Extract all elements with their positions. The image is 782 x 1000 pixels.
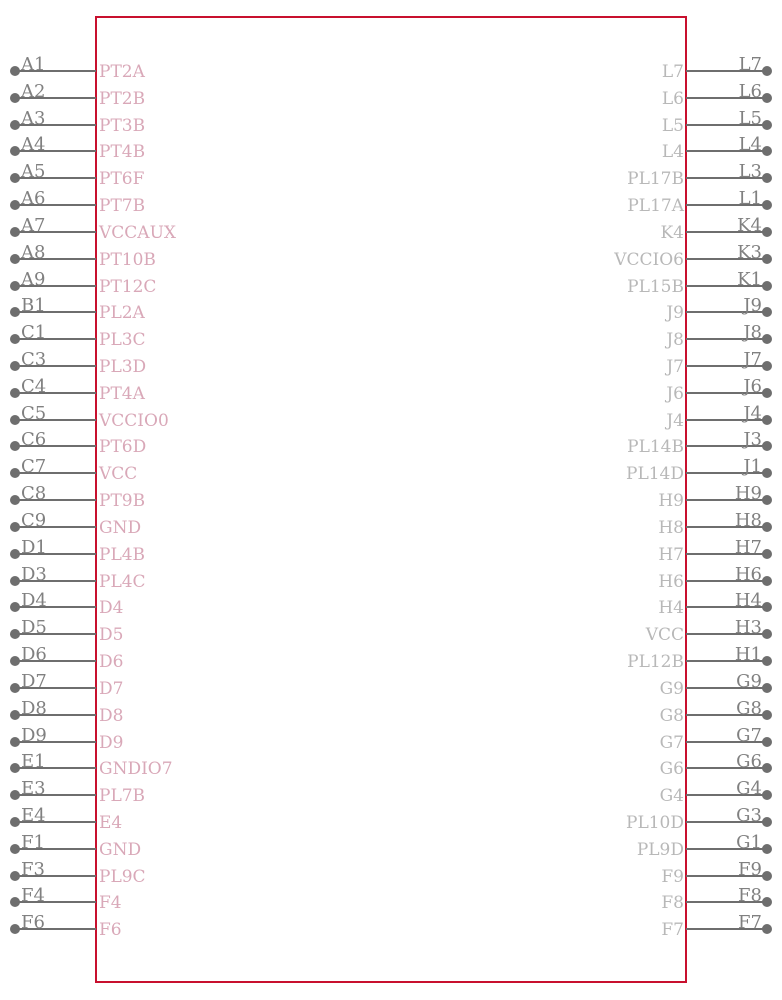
pin-name: J8 [666, 330, 684, 350]
pin-name: PL14D [626, 464, 684, 484]
pin-number: G9 [736, 671, 762, 692]
pin-D6 [10, 644, 123, 672]
left-pin-group [10, 54, 177, 940]
pin-E3 [10, 778, 145, 806]
pin-A5 [10, 161, 145, 189]
pin-number: D7 [21, 671, 47, 692]
pin-number: H9 [734, 483, 762, 504]
pin-L3 [627, 161, 772, 189]
pin-C1 [10, 322, 146, 350]
pin-number: K4 [737, 215, 762, 236]
pin-name: VCC [99, 464, 138, 484]
pin-number: G1 [736, 832, 762, 853]
component-body [96, 17, 686, 982]
pin-number: G3 [736, 805, 762, 826]
pin-number: D3 [21, 564, 47, 585]
pin-D9 [10, 725, 123, 753]
pin-name: PL17B [627, 169, 684, 189]
pin-name: H8 [658, 518, 684, 538]
pin-name: VCCIO0 [99, 411, 169, 431]
pin-name: G8 [659, 706, 684, 726]
pin-terminal-dot [762, 146, 772, 156]
pin-number: D8 [21, 698, 47, 719]
pin-B1 [10, 295, 146, 323]
pin-terminal-dot [762, 307, 772, 317]
pin-terminal-dot [762, 790, 772, 800]
pin-number: D6 [21, 644, 47, 665]
pin-terminal-dot [10, 93, 20, 103]
pin-terminal-dot [762, 522, 772, 532]
pin-name: H9 [658, 491, 684, 511]
pin-number: G7 [736, 725, 762, 746]
pin-number: D9 [21, 725, 47, 746]
pin-G7 [660, 725, 772, 753]
pin-D8 [10, 698, 123, 726]
pin-name: F4 [99, 893, 122, 913]
pin-K3 [613, 242, 772, 270]
pin-terminal-dot [10, 441, 20, 451]
pin-number: H4 [734, 590, 762, 611]
pin-number: F4 [21, 885, 45, 906]
pin-terminal-dot [10, 120, 20, 130]
pin-J9 [664, 295, 772, 323]
pin-number: A1 [21, 54, 46, 75]
pin-name: H7 [658, 545, 684, 565]
pin-name: PL3D [99, 357, 147, 377]
pin-name: D4 [99, 598, 124, 618]
pin-H1 [627, 644, 772, 672]
pin-name: PL3C [99, 330, 146, 350]
pin-number: A4 [21, 134, 46, 155]
pin-number: E3 [21, 778, 46, 799]
pin-L1 [627, 188, 772, 216]
pin-terminal-dot [762, 710, 772, 720]
pin-terminal-dot [10, 361, 20, 371]
pin-number: F6 [21, 912, 45, 933]
pin-E1 [10, 751, 173, 779]
pin-number: H6 [734, 564, 762, 585]
pin-D5 [10, 617, 123, 645]
pin-C9 [10, 510, 141, 538]
pin-name: D8 [99, 706, 124, 726]
pin-terminal-dot [762, 93, 772, 103]
pin-name: PL4C [99, 572, 146, 592]
pin-terminal-dot [762, 629, 772, 639]
right-pin-group [613, 54, 772, 940]
pin-terminal-dot [10, 200, 20, 210]
pin-name: G6 [659, 759, 684, 779]
pin-terminal-dot [10, 629, 20, 639]
pin-terminal-dot [10, 602, 20, 612]
pin-A2 [10, 81, 145, 109]
pin-number: J8 [743, 322, 762, 343]
pin-number: E1 [21, 751, 46, 772]
pin-number: C4 [21, 376, 47, 397]
pin-name: H4 [658, 598, 684, 618]
pin-A9 [10, 269, 156, 297]
pin-terminal-dot [10, 871, 20, 881]
pin-terminal-dot [762, 66, 772, 76]
pin-terminal-dot [10, 897, 20, 907]
pin-name: PT6D [99, 437, 147, 457]
pin-name: GNDIO7 [99, 759, 173, 779]
pin-terminal-dot [10, 495, 20, 505]
pin-name: G4 [659, 786, 684, 806]
pin-name: PT2B [99, 89, 146, 109]
pin-number: H8 [734, 510, 762, 531]
pin-terminal-dot [762, 441, 772, 451]
pin-G1 [637, 832, 772, 860]
pin-name: PT2A [99, 62, 145, 82]
pin-terminal-dot [10, 656, 20, 666]
pin-F6 [10, 912, 122, 940]
pin-name: PL9C [99, 867, 146, 887]
pin-name: PL7B [99, 786, 146, 806]
pin-name: D5 [99, 625, 124, 645]
pin-A1 [10, 54, 146, 82]
pin-number: C6 [21, 429, 47, 450]
pin-C4 [10, 376, 146, 404]
pin-number: F7 [738, 912, 762, 933]
pin-number: B1 [21, 295, 46, 316]
pin-terminal-dot [762, 227, 772, 237]
pin-H7 [658, 537, 772, 565]
pin-terminal-dot [762, 173, 772, 183]
pin-number: F3 [21, 859, 45, 880]
pin-C3 [10, 349, 146, 377]
pin-terminal-dot [10, 763, 20, 773]
pin-name: PT3B [99, 116, 146, 136]
pin-terminal-dot [10, 146, 20, 156]
pin-number: H3 [734, 617, 762, 638]
pin-terminal-dot [10, 683, 20, 693]
pin-number: D4 [21, 590, 47, 611]
pin-L5 [662, 108, 772, 136]
pin-terminal-dot [10, 307, 20, 317]
pin-E4 [10, 805, 122, 833]
pin-J1 [626, 456, 772, 484]
pin-number: G4 [736, 778, 762, 799]
pin-name: H6 [658, 572, 684, 592]
pin-number: H7 [734, 537, 762, 558]
pin-number: A3 [21, 108, 46, 129]
pin-name: J6 [666, 384, 684, 404]
pin-F3 [10, 859, 146, 887]
pin-terminal-dot [762, 200, 772, 210]
pin-terminal-dot [10, 549, 20, 559]
pin-name: PL12B [627, 652, 684, 672]
pin-C7 [10, 456, 137, 484]
pin-A6 [10, 188, 145, 216]
pin-name: D6 [99, 652, 124, 672]
pin-number: F1 [21, 832, 45, 853]
pin-number: D5 [21, 617, 47, 638]
pin-A7 [10, 215, 177, 243]
pin-number: E4 [21, 805, 46, 826]
pin-terminal-dot [10, 173, 20, 183]
pin-K1 [627, 269, 772, 297]
pin-terminal-dot [762, 763, 772, 773]
pin-J6 [664, 376, 772, 404]
pin-terminal-dot [10, 844, 20, 854]
pin-F8 [661, 885, 772, 913]
pin-name: PL9D [636, 840, 684, 860]
pin-name: VCCAUX [99, 223, 176, 243]
pin-name: J7 [666, 357, 684, 377]
pin-terminal-dot [762, 737, 772, 747]
pin-number: J9 [743, 295, 762, 316]
pin-terminal-dot [10, 415, 20, 425]
pin-number: C5 [21, 403, 47, 424]
pin-name: L6 [661, 89, 684, 109]
pin-G4 [660, 778, 772, 806]
pin-terminal-dot [762, 468, 772, 478]
pin-H9 [658, 483, 772, 511]
pin-F7 [661, 912, 772, 940]
pin-G9 [660, 671, 772, 699]
pin-F9 [661, 859, 772, 887]
pin-name: F9 [661, 867, 684, 887]
pin-number: J4 [743, 403, 762, 424]
pin-terminal-dot [762, 844, 772, 854]
pin-F4 [10, 885, 122, 913]
pin-name: VCC [645, 625, 684, 645]
pin-terminal-dot [10, 737, 20, 747]
pin-J8 [664, 322, 772, 350]
pin-terminal-dot [762, 254, 772, 264]
pin-number: K3 [737, 242, 762, 263]
pin-H6 [658, 564, 772, 592]
pin-name: PL15B [627, 277, 684, 297]
pin-D3 [10, 564, 146, 592]
pin-name: G9 [659, 679, 684, 699]
pin-terminal-dot [10, 924, 20, 934]
pin-terminal-dot [762, 924, 772, 934]
pin-number: F8 [738, 885, 762, 906]
pin-A4 [10, 134, 145, 162]
pin-terminal-dot [762, 495, 772, 505]
pin-terminal-dot [762, 334, 772, 344]
pin-number: A2 [21, 81, 46, 102]
pin-number: J6 [743, 376, 762, 397]
pin-name: PT9B [99, 491, 146, 511]
pin-number: F9 [738, 859, 762, 880]
pin-C6 [10, 429, 146, 457]
pin-terminal-dot [10, 281, 20, 291]
pin-number: A5 [21, 161, 46, 182]
pin-number: C1 [21, 322, 47, 343]
pin-name: D9 [99, 733, 124, 753]
pin-number: C3 [21, 349, 47, 370]
pin-terminal-dot [10, 468, 20, 478]
pin-number: A9 [21, 269, 46, 290]
pin-number: A6 [21, 188, 46, 209]
pin-number: H1 [734, 644, 762, 665]
pin-number: L3 [738, 161, 762, 182]
pin-name: PL4B [99, 545, 146, 565]
pin-terminal-dot [10, 227, 20, 237]
pin-F1 [10, 832, 141, 860]
pin-name: GND [99, 518, 142, 538]
pin-C5 [10, 403, 169, 431]
pin-terminal-dot [762, 602, 772, 612]
pin-terminal-dot [762, 871, 772, 881]
pin-K4 [660, 215, 772, 243]
pin-number: J3 [743, 429, 762, 450]
pin-terminal-dot [10, 790, 20, 800]
pin-terminal-dot [10, 388, 20, 398]
pin-name: L4 [661, 142, 684, 162]
pin-D7 [10, 671, 123, 699]
pin-number: L5 [738, 108, 762, 129]
pin-name: K4 [660, 223, 684, 243]
pin-terminal-dot [762, 361, 772, 371]
pin-terminal-dot [10, 576, 20, 586]
pin-C8 [10, 483, 145, 511]
pin-name: PT7B [99, 196, 146, 216]
pin-D4 [10, 590, 123, 618]
pin-terminal-dot [10, 66, 20, 76]
pin-H8 [658, 510, 772, 538]
pin-name: PT6F [99, 169, 145, 189]
pin-number: J7 [743, 349, 762, 370]
pin-number: C9 [21, 510, 47, 531]
pin-terminal-dot [762, 549, 772, 559]
pin-name: L5 [661, 116, 684, 136]
pin-J4 [664, 403, 772, 431]
pin-name: PL14B [627, 437, 684, 457]
pin-L6 [662, 81, 772, 109]
pin-number: K1 [737, 269, 762, 290]
pin-name: D7 [99, 679, 124, 699]
pin-name: PL17A [627, 196, 684, 216]
pin-number: A7 [21, 215, 46, 236]
pin-number: C8 [21, 483, 47, 504]
pin-terminal-dot [762, 683, 772, 693]
pin-name: F6 [99, 920, 122, 940]
pin-number: L6 [738, 81, 762, 102]
pin-terminal-dot [762, 120, 772, 130]
pin-terminal-dot [762, 656, 772, 666]
pin-G3 [626, 805, 772, 833]
pin-terminal-dot [762, 281, 772, 291]
pin-number: L4 [738, 134, 762, 155]
pin-L4 [662, 134, 772, 162]
pin-J7 [664, 349, 772, 377]
pin-number: J1 [743, 456, 762, 477]
pin-name: GND [99, 840, 142, 860]
pin-terminal-dot [762, 897, 772, 907]
pin-name: PT4B [99, 142, 146, 162]
pin-A3 [10, 108, 145, 136]
pin-name: PL10D [626, 813, 684, 833]
pin-name: F8 [661, 893, 684, 913]
pin-terminal-dot [762, 388, 772, 398]
pin-H3 [645, 617, 772, 645]
pin-name: PL2A [99, 303, 145, 323]
pin-number: L1 [738, 188, 762, 209]
pin-name: PT4A [99, 384, 145, 404]
pin-name: PT12C [99, 277, 157, 297]
pin-D1 [10, 537, 145, 565]
pin-L7 [662, 54, 772, 82]
pin-terminal-dot [762, 817, 772, 827]
pin-number: G8 [736, 698, 762, 719]
pin-G8 [660, 698, 772, 726]
pin-terminal-dot [10, 522, 20, 532]
pin-number: A8 [21, 242, 46, 263]
pin-J3 [627, 429, 772, 457]
pin-terminal-dot [10, 254, 20, 264]
pin-name: E4 [99, 813, 123, 833]
pin-terminal-dot [10, 710, 20, 720]
pin-name: G7 [659, 733, 684, 753]
pin-G6 [660, 751, 772, 779]
pin-name: J4 [666, 411, 684, 431]
pin-terminal-dot [762, 415, 772, 425]
pin-name: J9 [666, 303, 684, 323]
pin-terminal-dot [10, 817, 20, 827]
pin-number: G6 [736, 751, 762, 772]
pin-number: D1 [21, 537, 47, 558]
pin-number: L7 [738, 54, 762, 75]
pin-H4 [658, 590, 772, 618]
pin-number: C7 [21, 456, 47, 477]
pin-name: F7 [661, 920, 684, 940]
pin-name: VCCIO6 [614, 250, 684, 270]
pin-A8 [10, 242, 156, 270]
pin-name: PT10B [99, 250, 156, 270]
pin-name: L7 [661, 62, 684, 82]
pin-terminal-dot [762, 576, 772, 586]
pin-terminal-dot [10, 334, 20, 344]
